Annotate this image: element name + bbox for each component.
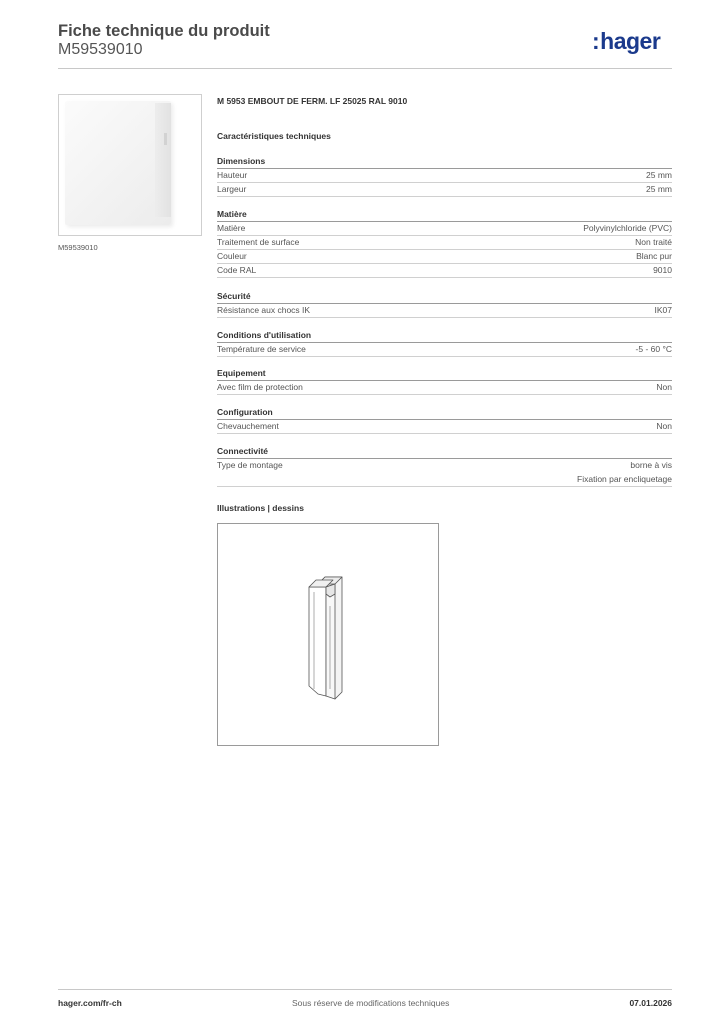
spec-value: 9010 [653, 265, 672, 275]
spec-row [217, 183, 672, 197]
spec-value: IK07 [654, 305, 672, 315]
page-title: Fiche technique du produit [58, 22, 270, 40]
section-configuration-title: Configuration [217, 407, 672, 420]
spec-label: Chevauchement [217, 421, 279, 431]
spec-value: 25 mm [646, 170, 672, 180]
spec-label: Traitement de surface [217, 237, 300, 247]
product-photo-edge [155, 103, 171, 217]
spec-row [217, 236, 672, 250]
header-divider [58, 68, 672, 69]
end-cap-drawing-icon [218, 524, 438, 745]
logo-dots-icon: : [592, 28, 600, 54]
technical-drawing [217, 523, 439, 746]
spec-row [217, 343, 672, 357]
spec-row [217, 381, 672, 395]
spec-value: Non [656, 382, 672, 392]
footer-notice: Sous réserve de modifications techniques [292, 998, 450, 1008]
section-matiere-title: Matière [217, 209, 672, 222]
spec-row [217, 222, 672, 236]
product-photo [58, 94, 202, 236]
spec-value: Fixation par encliquetage [577, 474, 672, 484]
spec-label: Température de service [217, 344, 306, 354]
footer-date: 07.01.2026 [629, 998, 672, 1008]
spec-label: Avec film de protection [217, 382, 303, 392]
product-reference: M59539010 [58, 41, 143, 58]
spec-row [217, 169, 672, 183]
spec-value: borne à vis [630, 460, 672, 470]
hager-logo [592, 28, 660, 55]
spec-label: Largeur [217, 184, 247, 194]
spec-label: Hauteur [217, 170, 248, 180]
specs-heading: Caractéristiques techniques [217, 131, 331, 141]
spec-row [217, 304, 672, 318]
spec-label: Matière [217, 223, 246, 233]
spec-row [217, 459, 672, 487]
spec-label: Couleur [217, 251, 247, 261]
spec-value: Blanc pur [636, 251, 672, 261]
spec-label: Résistance aux chocs IK [217, 305, 311, 315]
spec-value: -5 - 60 °C [635, 344, 672, 354]
photo-caption: M59539010 [58, 243, 98, 252]
spec-value: Non [656, 421, 672, 431]
footer-divider [58, 989, 672, 990]
section-securite-title: Sécurité [217, 291, 672, 304]
spec-value: Non traité [635, 237, 672, 247]
spec-row [217, 420, 672, 434]
section-conditions-title: Conditions d'utilisation [217, 330, 672, 343]
spec-label: Code RAL [217, 265, 257, 275]
logo-text: hager [600, 28, 661, 54]
spec-label: Type de montage [217, 460, 283, 470]
footer-website-link[interactable]: hager.com/fr-ch [58, 998, 122, 1008]
spec-row [217, 264, 672, 278]
spec-value: Polyvinylchloride (PVC) [583, 223, 672, 233]
spec-value: 25 mm [646, 184, 672, 194]
section-dimensions-title: Dimensions [217, 156, 672, 169]
product-name: M 5953 EMBOUT DE FERM. LF 25025 RAL 9010 [217, 96, 408, 106]
spec-row [217, 250, 672, 264]
illustrations-heading: Illustrations | dessins [217, 503, 304, 513]
section-equipement-title: Equipement [217, 368, 672, 381]
product-photo-slot [164, 133, 167, 145]
section-connectivite-title: Connectivité [217, 446, 672, 459]
